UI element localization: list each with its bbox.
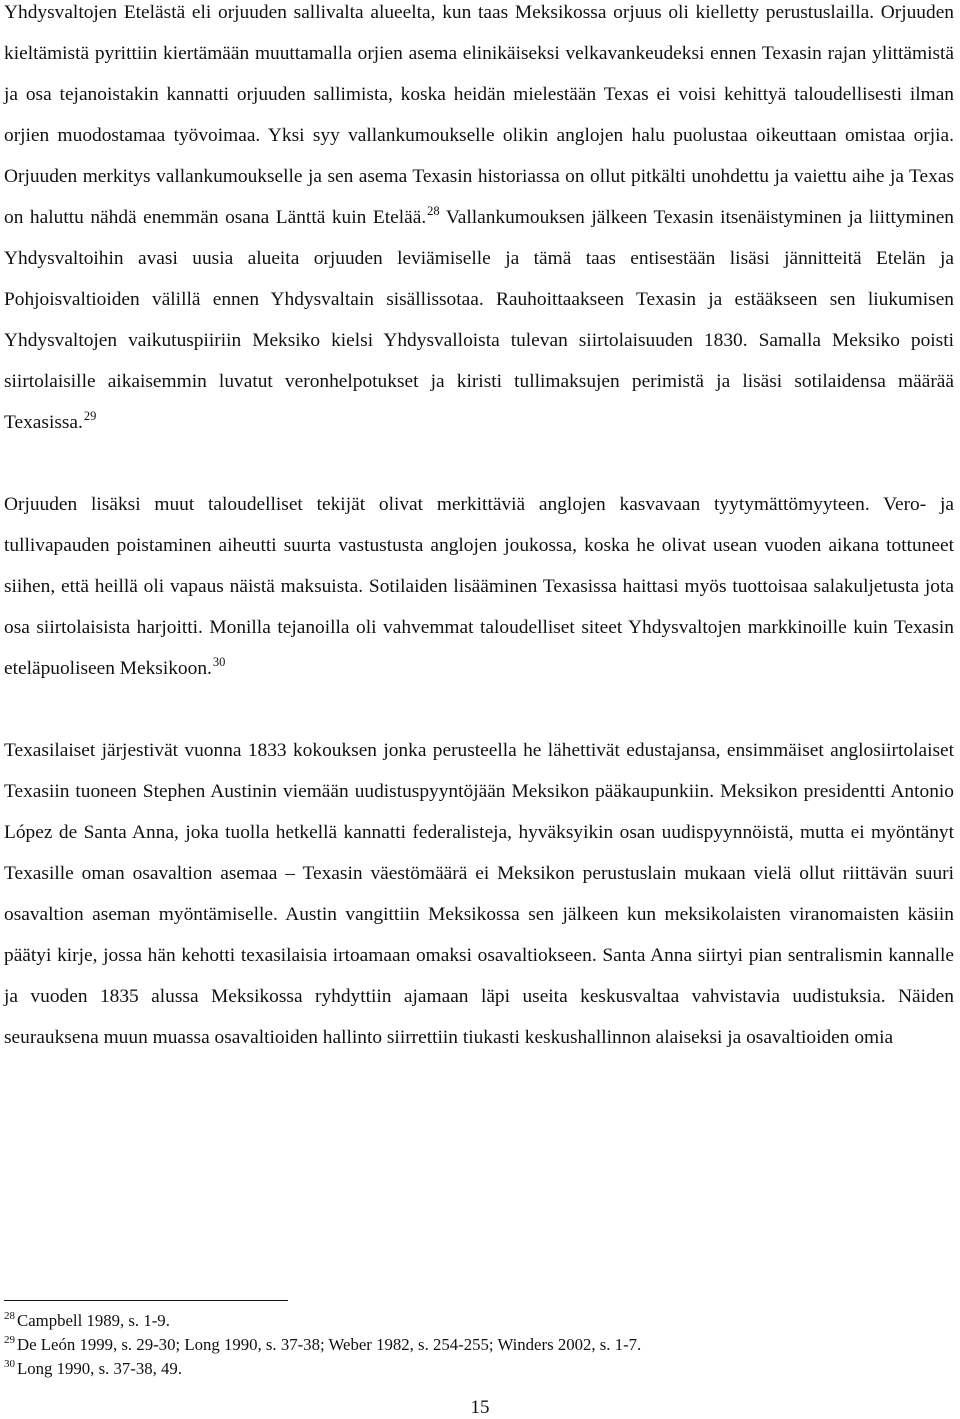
footnotes-section	[4, 1309, 954, 1381]
footnote-30	[4, 1357, 954, 1381]
footnote-text: Campbell 1989, s. 1-9.	[17, 1311, 170, 1330]
footnote-number: 30	[4, 1358, 15, 1371]
footnote-text: Long 1990, s. 37-38, 49.	[17, 1359, 183, 1378]
document-page	[4, 0, 954, 1058]
footnote-29	[4, 1333, 954, 1357]
paragraph-text: Orjuuden lisäksi muut taloudelliset tekijät olivat merkittäviä anglojen kasvavaan tyytymättömyyteen. Vero- ja tullivapauden poistaminen aiheutti suurta vastustusta anglojen joukossa, koska he olivat usean vuoden aikana tottuneet siihen, että heillä oli vapaus näistä maksuista. Sotilaiden lisääminen Texasissa haittasi myös tuottoisaa salakuljetusta jota osa siirtolaisista harjoitti. Monilla tejanoilla oli vahvemmat taloudelliset siteet Yhdysvaltojen markkinoille kuin Texasin eteläpuoliseen Meksikoon.	[4, 494, 954, 679]
footnote-reference[interactable]: 30	[212, 655, 226, 670]
footnote-number: 29	[4, 1334, 15, 1347]
paragraph-text: Texasilaiset järjestivät vuonna 1833 kokouksen jonka perusteella he lähettivät edustajansa, ensimmäiset anglosiirtolaiset Texasiin tuoneen Stephen Austinin viemään uudistuspyyntöjään Meksikon pääkaupunkiin. Meksikon presidentti Antonio López de Santa Anna, joka tuolla hetkellä kannatti federalisteja, hyväksyikin osan uudispyynnöistä, mutta ei myöntänyt Texasille oman osavaltion asemaa – Texasin väestömäärä ei Meksikon perustuslain mukaan vielä ollut riittävän suuri osavaltion aseman myöntämiselle. Austin vangittiin Meksikossa sen jälkeen kun meksikolaisten viranomaisten käsiin päätyi kirje, jossa hän kehotti texasilaisia irtoamaan omaksi osavaltiokseen. Santa Anna siirtyi pian sentralismin kannalle ja vuoden 1835 alussa Meksikossa ryhdyttiin ajamaan läpi useita keskusvaltaa vahvistavia uudistuksia. Näiden seurauksena muun muassa osavaltioiden hallinto siirrettiin tiukasti keskushallinnon alaiseksi ja osavaltioiden omia	[4, 740, 954, 1048]
paragraph-austin-santa-anna	[4, 730, 954, 1058]
footnote-28	[4, 1309, 954, 1333]
page-number: 15	[470, 1397, 490, 1418]
paragraph-economic-factors	[4, 484, 954, 689]
footnote-reference[interactable]: 29	[83, 409, 97, 424]
footnote-text: De León 1999, s. 29-30; Long 1990, s. 37-38; Weber 1982, s. 254-255; Winders 2002, s. 1-7.	[17, 1335, 642, 1354]
paragraph-text: Yhdysvaltojen Etelästä eli orjuuden sallivalta alueelta, kun taas Meksikossa orjuus oli kielletty perustuslailla. Orjuuden kieltämistä pyrittiin kiertämään muuttamalla orjien asema elinikäiseksi velkavankeudeksi ennen Texasin rajan ylittämistä ja osa tejanoistakin kannatti orjuuden sallimista, koska heidän mielestään Texas ei voisi kehittyä taloudellisesti ilman orjien muodostamaa työvoimaa. Yksi syy vallankumoukselle olikin anglojen halu puolustaa oikeuttaan omistaa orjia. Orjuuden merkitys vallankumoukselle ja sen asema Texasin historiassa on ollut pitkälti unohdettu ja vaiettu aihe ja Texas on haluttu nähdä enemmän osana Länttä kuin Etelää.	[4, 2, 954, 228]
paragraph-text: Vallankumouksen jälkeen Texasin itsenäistyminen ja liittyminen Yhdysvaltoihin avasi uusia alueita orjuuden leviämiselle ja tämä taas entisestään lisäsi jännitteitä Etelän ja Pohjoisvaltioiden välillä ennen Yhdysvaltain sisällissotaa. Rauhoittaakseen Texasin ja estääkseen sen liukumisen Yhdysvaltojen vaikutuspiiriin Meksiko kielsi Yhdysvalloista tulevan siirtolaisuuden 1830. Samalla Meksiko poisti siirtolaisille aikaisemmin luvatut veronhelpotukset ja kiristi tullimaksujen perimistä ja lisäsi sotilaidensa määrää Texasissa.	[4, 207, 955, 433]
footnote-number: 28	[4, 1310, 15, 1323]
footnote-divider	[4, 1300, 288, 1301]
paragraph-slavery	[4, 0, 954, 443]
footnote-reference[interactable]: 28	[427, 204, 440, 219]
